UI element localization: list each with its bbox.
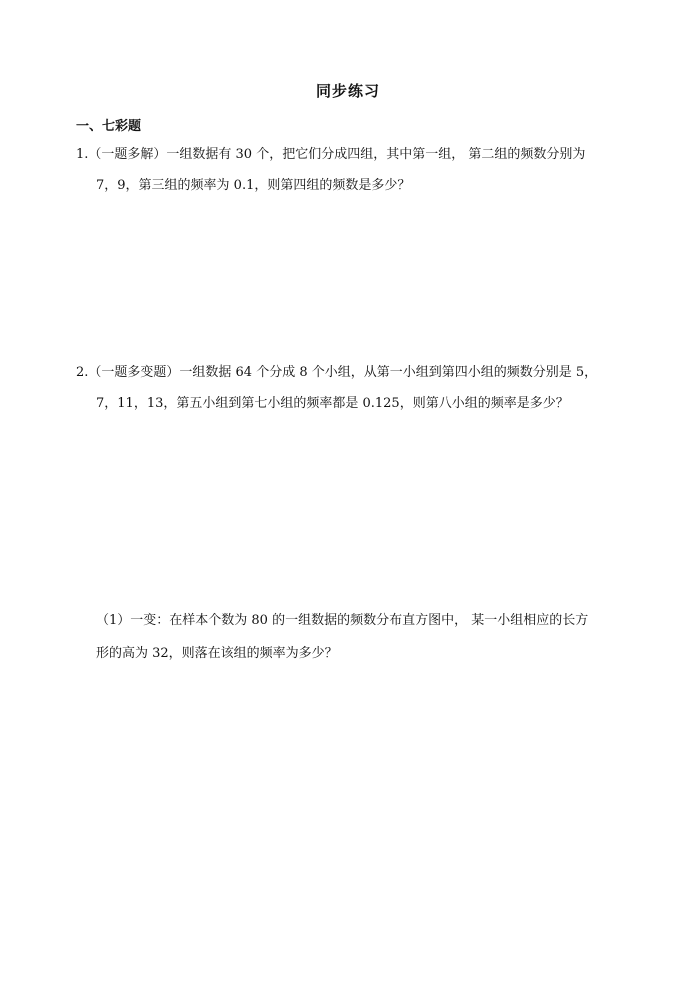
question-1-line-1: 1.（一题多解）一组数据有 30 个，把它们分成四组，其中第一组， 第二组的频数分别为 xyxy=(76,147,586,162)
variant-1-line-1: （1）一变：在样本个数为 80 的一组数据的频数分布直方图中， 某一小组相应的长方 xyxy=(96,613,589,628)
question-1-line-2: 7，9，第三组的频率为 0.1，则第四组的频数是多少？ xyxy=(96,178,411,193)
question-2-line-2: 7，11，13，第五小组到第七小组的频率都是 0.125，则第八小组的频率是多少？ xyxy=(96,396,569,411)
variant-1-line-2: 形的高为 32，则落在该组的频率为多少？ xyxy=(96,646,338,661)
section-heading: 一、七彩题 xyxy=(76,119,142,134)
page-title: 同步练习 xyxy=(315,82,380,100)
question-2-line-1: 2.（一题多变题）一组数据 64 个分成 8 个小组，从第一小组到第四小组的频数分别是 5， xyxy=(76,365,598,380)
